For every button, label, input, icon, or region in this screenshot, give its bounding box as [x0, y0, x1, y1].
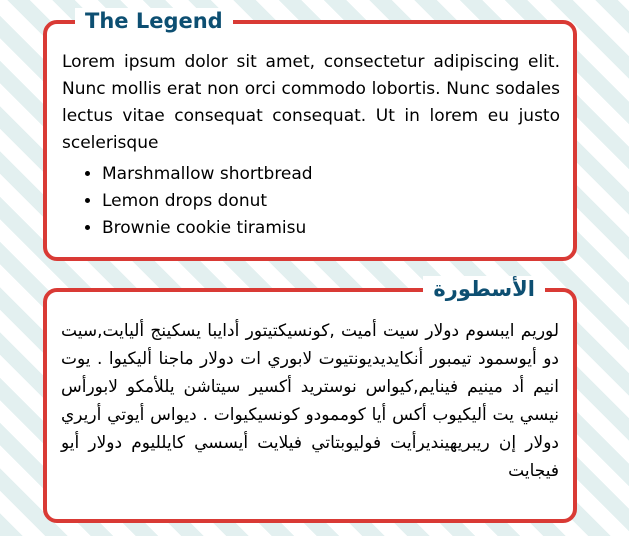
list-item: • Lemon drops donut: [102, 188, 560, 215]
legend-box-arabic: [43, 277, 577, 523]
paragraph-arabic: لوريم ايبسوم دولار سيت أميت ,كونسيكتيتور أدايبا يسكينج أليايت,سيت دو أيوسمود تيمبور أنكايديديونتيوت لابوري ات دولار ماجنا أليكيوا . يوت انيم أد مينيم فينايم,كيواس نوستريد أكسير سيتاشن يللأمكو لابورأس نيسي يت أليكيوب أكس أيا كوممودو كونسيكيوات . ديواس أيوتي أريري دولار إن ريبريهينديرأيت فوليوبتاتي فيلايت أيسسي كايلليوم دولار أيو فيجايت: [61, 321, 559, 481]
list-item: • Marshmallow shortbread: [102, 161, 560, 188]
legend-content-arabic: [61, 317, 559, 485]
legend-title-english: The Legend: [75, 8, 233, 34]
item-list: [62, 161, 560, 242]
paragraph-english: Lorem ipsum dolor sit amet, consectetur adipiscing elit. Nunc mollis erat non orci commodo lobortis. Nunc sodales lectus vitae consequat consequat. Ut in lorem eu justo scelerisque: [62, 52, 560, 153]
legend-title-arabic: الأسطورة: [423, 276, 545, 302]
list-item: • Brownie cookie tiramisu: [102, 215, 560, 242]
legend-box-english: [43, 9, 577, 261]
legend-content-english: [62, 49, 560, 242]
